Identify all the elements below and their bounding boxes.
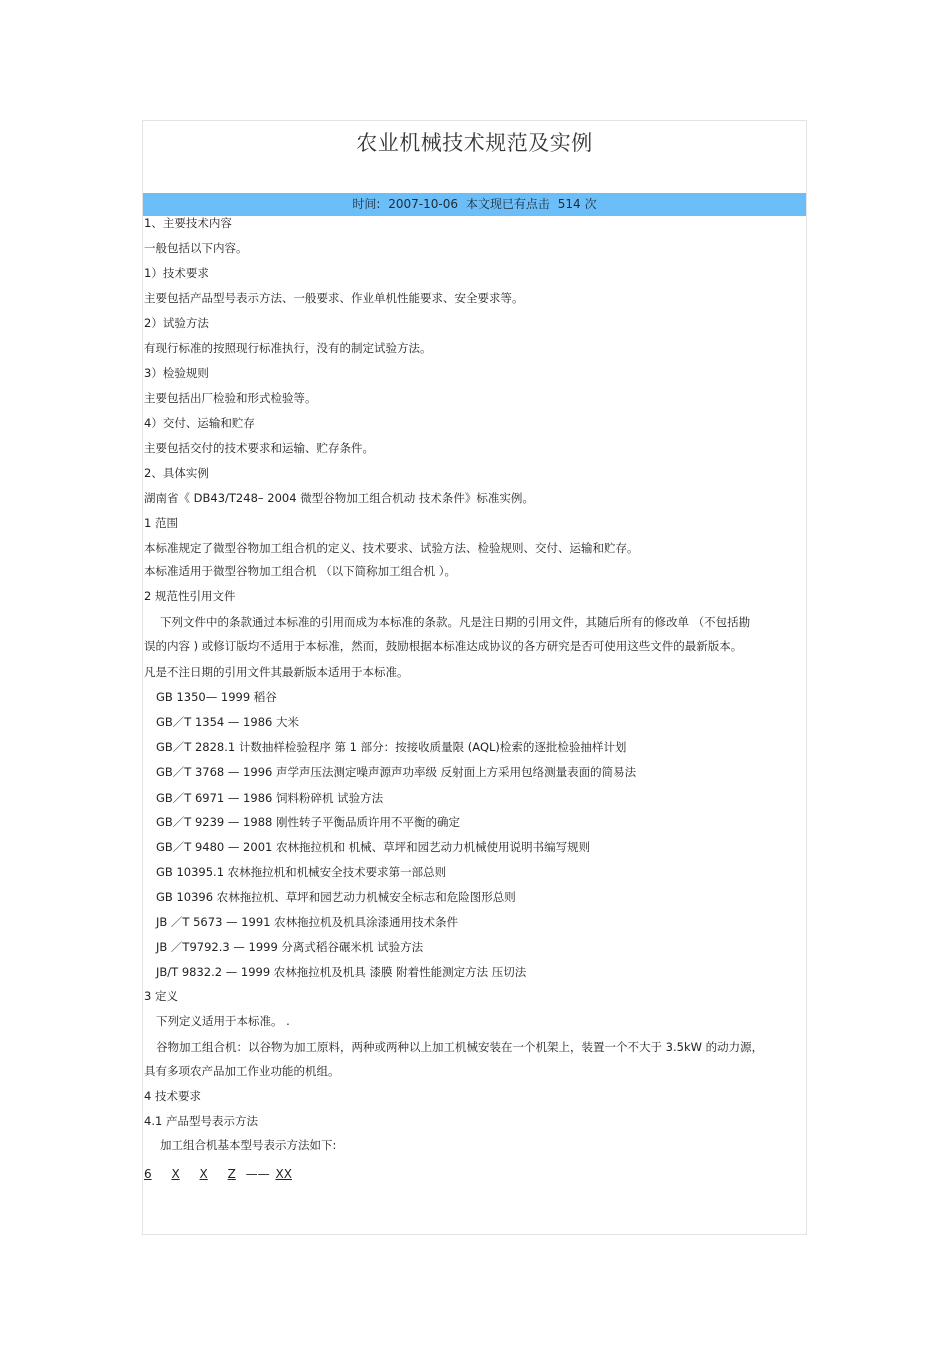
clicks-suffix: 次	[584, 197, 597, 211]
reference-item: JB ／T9792.3 — 1999 分离式稻谷碾米机 试验方法	[156, 940, 424, 954]
paragraph: 本标准适用于微型谷物加工组合机 （以下简称加工组合机 ）。	[144, 564, 457, 578]
reference-item: GB／T 6971 — 1986 饲料粉碎机 试验方法	[156, 791, 384, 805]
time-label: 时间:	[352, 197, 381, 211]
paragraph: 湖南省《 DB43/T248– 2004 微型谷物加工组合机动 技术条件》标准实例。	[144, 491, 534, 505]
paragraph: 一般包括以下内容。	[144, 241, 248, 255]
section-heading: 4 技术要求	[144, 1089, 201, 1103]
section-heading: 1、主要技术内容	[144, 216, 232, 230]
meta-bar	[143, 193, 806, 216]
reference-item: JB/T 9832.2 — 1999 农林拖拉机及机具 漆膜 附着性能测定方法 压切法	[156, 965, 527, 979]
clicks-prefix: 本文现已有点击	[465, 197, 550, 211]
model-code-part: X	[171, 1167, 180, 1181]
subsection-heading: 4.1 产品型号表示方法	[144, 1114, 258, 1128]
paragraph: 本标准规定了微型谷物加工组合机的定义、技术要求、试验方法、检验规则、交付、运输和贮存。	[144, 541, 639, 555]
reference-item: GB 10396 农林拖拉机、草坪和园艺动力机械安全标志和危险图形总则	[156, 890, 516, 904]
paragraph: 误的内容 ) 或修订版均不适用于本标准，然而，鼓励根据本标准达成协议的各方研究是否可使用这些文件的最新版本。	[144, 639, 743, 653]
reference-item: GB 10395.1 农林拖拉机和机械安全技术要求第一部总则	[156, 865, 447, 879]
paragraph: 谷物加工组合机：以谷物为加工原料，两种或两种以上加工机械安装在一个机架上，装置一个不大于 3.5kW 的动力源，	[156, 1040, 764, 1054]
paragraph: 主要包括产品型号表示方法、一般要求、作业单机性能要求、安全要求等。	[144, 291, 524, 305]
reference-item: GB／T 2828.1 计数抽样检验程序 第 1 部分：按接收质量限 (AQL)检索的逐批检验抽样计划	[156, 740, 627, 754]
paragraph: 加工组合机基本型号表示方法如下:	[160, 1138, 337, 1152]
reference-item: GB／T 9239 — 1988 刚性转子平衡品质许用不平衡的确定	[156, 815, 460, 829]
subsection-heading: 3）检验规则	[144, 366, 209, 380]
reference-item: GB／T 3768 — 1996 声学声压法测定噪声源声功率级 反射面上方采用包络测量表面的简易法	[156, 765, 637, 779]
section-heading: 2、具体实例	[144, 466, 209, 480]
model-code	[144, 1167, 292, 1181]
paragraph: 凡是不注日期的引用文件其最新版本适用于本标准。	[144, 665, 409, 679]
paragraph: 主要包括交付的技术要求和运输、贮存条件。	[144, 441, 374, 455]
publish-date: 2007-10-06	[388, 197, 459, 211]
paragraph: 具有多项农产品加工作业功能的机组。	[144, 1064, 340, 1078]
model-code-part: X	[199, 1167, 208, 1181]
section-heading: 3 定义	[144, 989, 178, 1003]
paragraph: 下列定义适用于本标准。 .	[156, 1014, 290, 1028]
model-code-part: ——	[245, 1167, 270, 1181]
paragraph: 有现行标准的按照现行标准执行，没有的制定试验方法。	[144, 341, 432, 355]
subsection-heading: 2）试验方法	[144, 316, 209, 330]
reference-item: GB／T 1354 — 1986 大米	[156, 715, 299, 729]
subsection-heading: 1）技术要求	[144, 266, 209, 280]
document-page	[142, 120, 807, 1235]
click-count: 514	[557, 197, 581, 211]
section-heading: 2 规范性引用文件	[144, 589, 236, 603]
page-title: 农业机械技术规范及实例	[356, 131, 593, 155]
reference-item: GB 1350— 1999 稻谷	[156, 690, 277, 704]
reference-item: GB／T 9480 — 2001 农林拖拉机和 机械、草坪和园艺动力机械使用说明书编写规则	[156, 840, 591, 854]
reference-item: JB ／T 5673 — 1991 农林拖拉机及机具涂漆通用技术条件	[156, 915, 459, 929]
subsection-heading: 4）交付、运输和贮存	[144, 416, 255, 430]
paragraph: 主要包括出厂检验和形式检验等。	[144, 391, 317, 405]
model-code-part: 6	[144, 1167, 152, 1181]
model-code-part: Z	[227, 1167, 236, 1181]
section-heading: 1 范围	[144, 516, 178, 530]
paragraph: 下列文件中的条款通过本标准的引用而成为本标准的条款。凡是注日期的引用文件，其随后所有的修改单 （不包括勘	[160, 615, 751, 629]
model-code-part: XX	[275, 1167, 292, 1181]
